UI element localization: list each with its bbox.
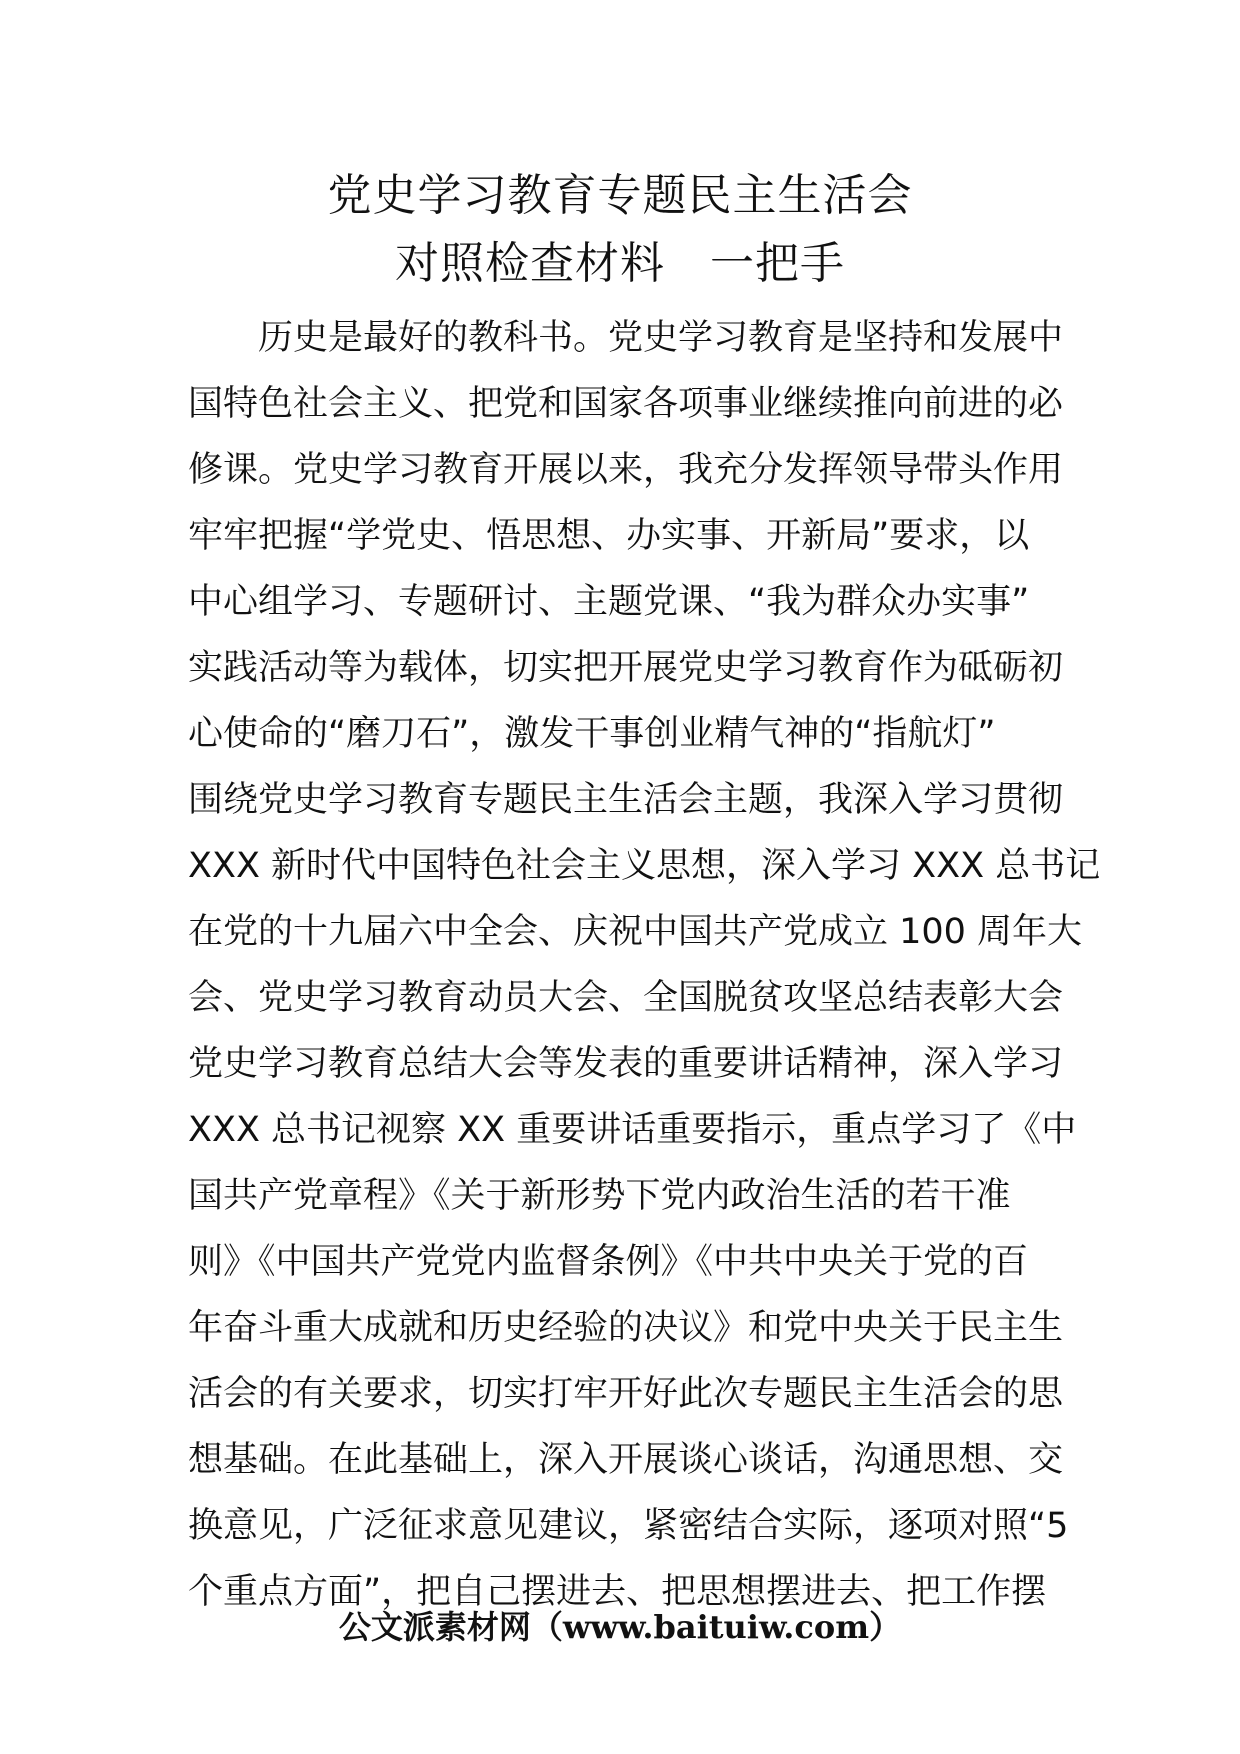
body-line: 党史学习教育总结大会等发表的重要讲话精神，深入学习 [188,1044,1064,1084]
body-line: 围绕党史学习教育专题民主生活会主题，我深入学习贯彻 [188,780,1064,820]
body-line: 会、党史学习教育动员大会、全国脱贫攻坚总结表彰大会 [188,978,1064,1018]
body-line: 历史是最好的教科书。党史学习教育是坚持和发展中 [188,318,1064,358]
body-line: 牢牢把握“学党史、悟思想、办实事、开新局”要求，以 [188,516,1030,556]
body-line: 实践活动等为载体，切实把开展党史学习教育作为砥砺初 [188,648,1064,688]
body-line: 则》《中国共产党党内监督条例》《中共中央关于党的百 [188,1242,1029,1282]
body-line: 年奋斗重大成就和历史经验的决议》和党中央关于民主生 [188,1308,1064,1348]
body-line: 中心组学习、专题研讨、主题党课、“我为群众办实事” [188,582,1030,622]
document-title-line-1: 党史学习教育专题民主生活会 [327,170,913,221]
footer-url: （www.baituiw.com） [530,1608,902,1646]
body-line: XXX 新时代中国特色社会主义思想，深入学习 XXX 总书记 [188,846,1101,886]
body-line: 在党的十九届六中全会、庆祝中国共产党成立 100 周年大 [188,912,1083,952]
body-line: 活会的有关要求，切实打牢开好此次专题民主生活会的思 [188,1374,1064,1414]
document-body [188,305,1101,1625]
document-title-line-2: 对照检查材料 一把手 [395,238,845,289]
body-line: 修课。党史学习教育开展以来，我充分发挥领导带头作用 [188,450,1064,490]
body-line: 个重点方面”，把自己摆进去、把思想摆进去、把工作摆 [188,1572,1047,1612]
body-line: 心使命的“磨刀石”，激发干事创业精气神的“指航灯” [188,714,996,754]
body-line: 国特色社会主义、把党和国家各项事业继续推向前进的必 [188,384,1064,424]
body-line: XXX 总书记视察 XX 重要讲话重要指示，重点学习了《中 [188,1110,1077,1150]
body-line: 想基础。在此基础上，深入开展谈心谈话，沟通思想、交 [188,1440,1064,1480]
footer-watermark [0,1605,1240,1649]
body-line: 换意见，广泛征求意见建议，紧密结合实际，逐项对照“5 [188,1506,1069,1546]
footer-site-name: 公文派素材网 [338,1608,531,1646]
body-line: 国共产党章程》《关于新形势下党内政治生活的若干准 [188,1176,1011,1216]
